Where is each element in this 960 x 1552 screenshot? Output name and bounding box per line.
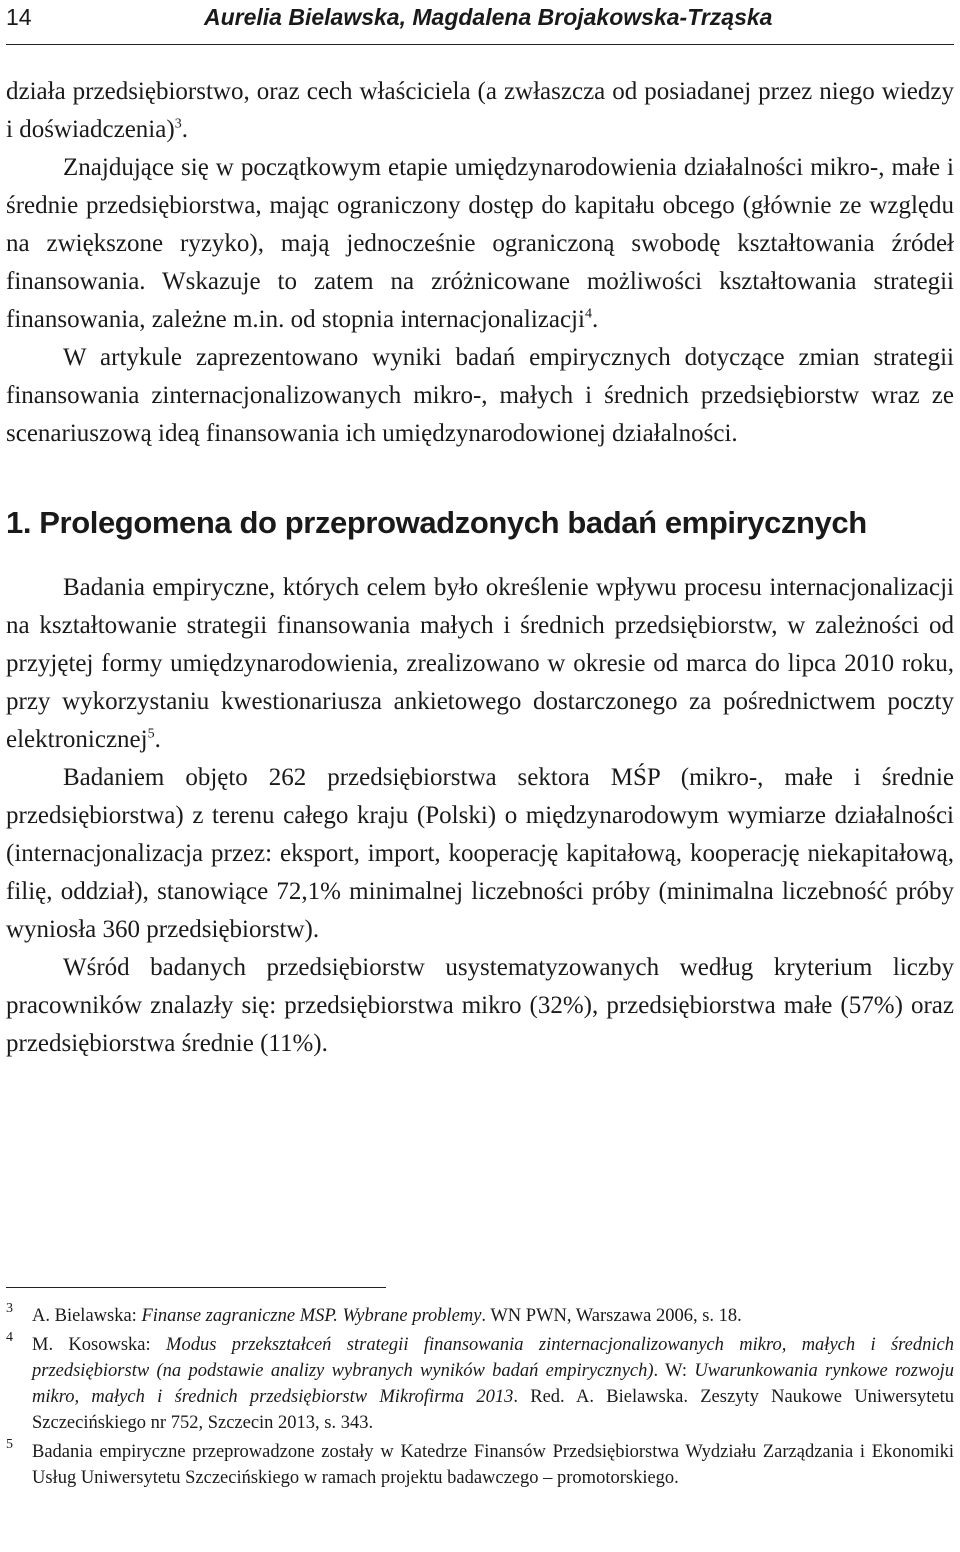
footnote-3 [6, 1303, 954, 1329]
footnote-5 [6, 1439, 954, 1491]
footnote-4 [6, 1332, 954, 1436]
footnote-ref-3[interactable]: 3 [174, 116, 182, 132]
paragraph-continued: działa przedsiębiorstwo, oraz cech właściciela (a zwłaszcza od posiadanej przez niego wiedzy i doświadczenia)$^3$. [6, 78, 954, 143]
footnote-divider [6, 1287, 386, 1288]
footnote-mark: 4 [6, 1330, 13, 1345]
footnote-text: Badania empiryczne przeprowadzone zostały w Katedrze Finansów Przedsiębiorstwa Wydziału Zarządzania i Ekonomiki Usług Uniwersytetu Szczecińskiego w ramach projektu badawczego – promotorskiego. [32, 1442, 954, 1488]
section-heading: 1. Prolegomena do przeprowadzonych badań empirycznych [6, 505, 867, 540]
footnote-mark: 3 [6, 1301, 13, 1316]
footnote-ref-4[interactable]: 4 [584, 306, 592, 322]
paragraph-intro: Znajdujące się w początkowym etapie umiędzynarodowienia działalności mikro-, małe i średnie przedsiębiorstwa, mając ograniczony dostęp do kapitału obcego (głównie ze względu na zwiększone ryzyko), mają jednocześnie ograniczoną swobodę kształtowania źródeł finansowania. Wskazuje to zatem na zróżnicowane możliwości kształtowania strategii finansowania, zależne m.in. od stopnia internacjonalizacji$^4$. [6, 154, 954, 333]
body-text [6, 73, 954, 1063]
footnote-mark: 5 [6, 1437, 13, 1452]
paragraph-research-sample: Badaniem objęto 262 przedsiębiorstwa sektora MŚP (mikro-, małe i średnie przedsiębiorstwa) z terenu całego kraju (Polski) o międzynarodowym wymiarze działalności (internacjonalizacja przez: eksport, import, kooperację kapitałową, kooperację niekapitałową, filię, oddział), stanowiące 72,1% minimalnej liczebności próby (minimalna liczebność próby wyniosła 360 przedsiębiorstw). [6, 764, 954, 943]
paragraph-research-method: Badania empiryczne, których celem było określenie wpływu procesu internacjonalizacji na kształtowanie strategii finansowania małych i średnich przedsiębiorstw, w zależności od przyjętej formy umiędzynarodowienia, zrealizowano w okresie od marca do lipca 2010 roku, przy wykorzystaniu kwestionariusza ankietowego dostarczonego za pośrednictwem poczty elektronicznej$^5$. [6, 574, 954, 753]
footnotes [6, 1303, 954, 1494]
section-text [6, 569, 954, 1063]
header-authors: Aurelia Bielawska, Magdalena Brojakowska-Trząska [204, 4, 773, 30]
footnote-text: M. Kosowska: Modus przekształceń strategii finansowania zinternacjonalizowanych mikro, małych i średnich przedsiębiorstw (na podstawie analizy wybranych wyników badań empirycznych). W: Uwarunkowania rynkowe rozwoju mikro, małych i średnich przedsiębiorstw Mikrofirma 2013. Red. A. Bielawska. Zeszyty Naukowe Uniwersytetu Szczecińskiego nr 752, Szczecin 2013, s. 343. [32, 1335, 954, 1433]
paragraph-article-scope: W artykule zaprezentowano wyniki badań empirycznych dotyczące zmian strategii finansowania zinternacjonalizowanych mikro-, małych i średnich przedsiębiorstw wraz ze scenariuszową ideą finansowania ich umiędzynarodowionej działalności. [6, 344, 954, 447]
footnote-ref-5[interactable]: 5 [147, 726, 155, 742]
running-header [6, 0, 954, 45]
footnote-text: A. Bielawska: Finanse zagraniczne MSP. Wybrane problemy. WN PWN, Warszawa 2006, s. 18. [32, 1306, 742, 1326]
page-number: 14 [6, 4, 32, 30]
paragraph-employee-criteria: Wśród badanych przedsiębiorstw usystematyzowanych według kryterium liczby pracowników znalazły się: przedsiębiorstwa mikro (32%), przedsiębiorstwa małe (57%) oraz przedsiębiorstwa średnie (11%). [6, 954, 954, 1057]
